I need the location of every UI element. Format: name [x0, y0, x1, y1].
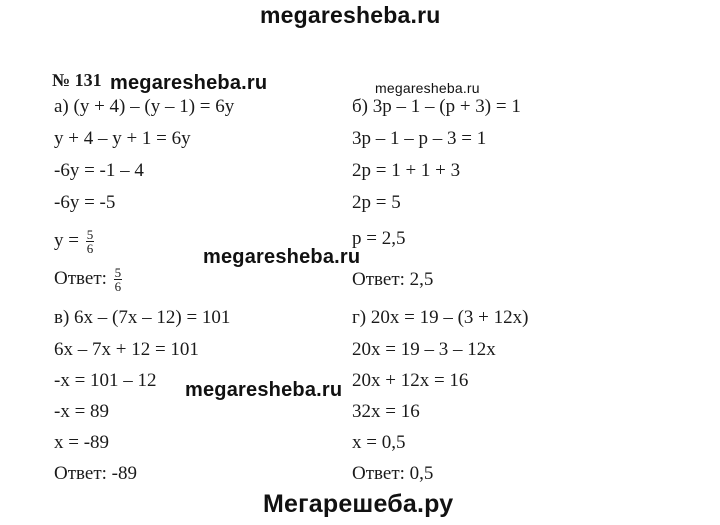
fraction-numerator: 5 [86, 227, 94, 242]
eq-v-line2: 6х – 7х + 12 = 101 [54, 339, 199, 360]
eq-b-line2: 3р – 1 – р – 3 = 1 [352, 128, 487, 149]
eq-g-line4: 32х = 16 [352, 401, 420, 422]
site-watermark-bottom: Мегарешеба.ру [263, 490, 454, 518]
site-watermark-inline: megaresheba.ru [110, 72, 268, 94]
eq-v-line1: в) 6х – (7х – 12) = 101 [54, 307, 231, 328]
eq-a-line5 [54, 228, 94, 255]
eq-a-answer [54, 266, 122, 293]
eq-b-line5: р = 2,5 [352, 228, 406, 249]
site-watermark-tiny: megaresheba.ru [375, 80, 480, 96]
eq-g-answer: Ответ: 0,5 [352, 463, 434, 484]
site-watermark-top: megaresheba.ru [260, 2, 441, 28]
eq-g-line5: х = 0,5 [352, 432, 406, 453]
eq-g-line3: 20х + 12х = 16 [352, 370, 469, 391]
eq-b-line1: б) 3р – 1 – (р + 3) = 1 [352, 96, 521, 117]
eq-v-line3: -х = 101 – 12 [54, 370, 157, 391]
eq-b-line4: 2р = 5 [352, 192, 401, 213]
eq-a-line3: -6у = -1 – 4 [54, 160, 144, 181]
eq-g-line1: г) 20х = 19 – (3 + 12х) [352, 307, 529, 328]
answer-denominator: 6 [114, 279, 122, 294]
eq-b-line3: 2р = 1 + 1 + 3 [352, 160, 461, 181]
fraction-five-sixths [86, 228, 95, 255]
site-watermark-middle-2: megaresheba.ru [185, 379, 343, 401]
site-watermark-middle-1: megaresheba.ru [203, 246, 361, 268]
answer-numerator: 5 [114, 265, 122, 280]
answer-fraction [114, 266, 123, 293]
eq-v-answer: Ответ: -89 [54, 463, 137, 484]
eq-v-line4: -х = 89 [54, 401, 110, 422]
eq-b-answer: Ответ: 2,5 [352, 269, 434, 290]
eq-a-line2: у + 4 – у + 1 = 6у [54, 128, 191, 149]
eq-a-line1: а) (у + 4) – (у – 1) = 6у [54, 96, 235, 117]
eq-a-line5-prefix: у = [54, 229, 79, 251]
answer-label: Ответ: [54, 267, 107, 289]
fraction-denominator: 6 [86, 241, 94, 256]
eq-a-line4: -6у = -5 [54, 192, 116, 213]
eq-g-line2: 20х = 19 – 3 – 12х [352, 339, 496, 360]
task-number: № 131 [52, 70, 102, 90]
eq-v-line5: х = -89 [54, 432, 110, 453]
